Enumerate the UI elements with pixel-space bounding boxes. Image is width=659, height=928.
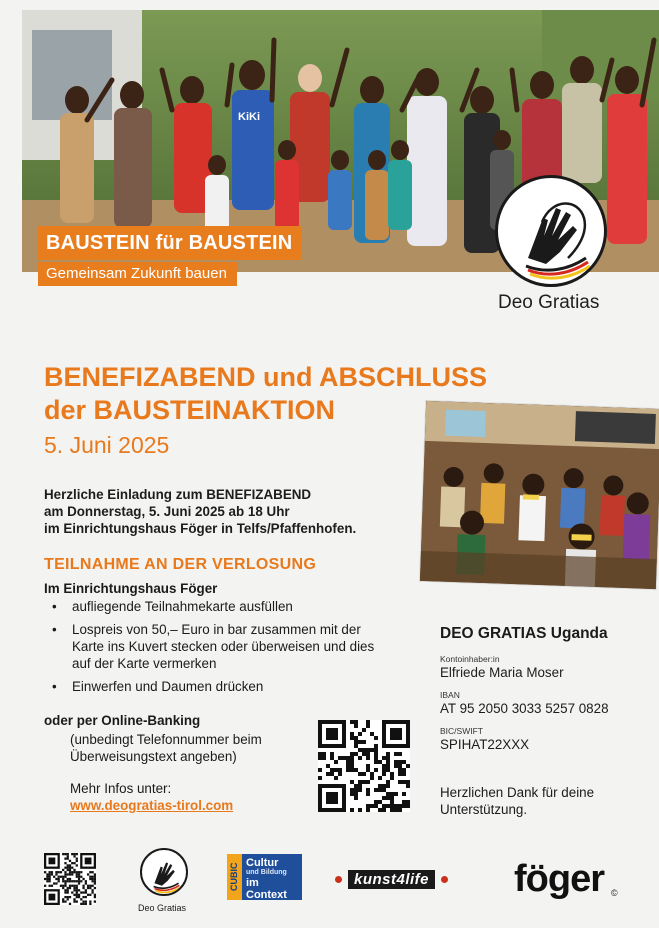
hands-icon [142,850,186,894]
step-text: Einwerfen und Daumen drücken [72,679,264,694]
bank-heading: DEO GRATIAS Uganda [440,625,608,642]
hero-subtitle: Gemeinsam Zukunft bauen [38,262,237,286]
invitation-line: im Einrichtungshaus Föger in Telfs/Pfaffenhofen. [44,521,357,536]
thanks-text: Herzlichen Dank für deine Unterstützung. [440,785,595,817]
lottery-steps [52,598,382,701]
holder-label: Kontoinhaber:in [440,654,500,664]
footer-deo-name: Deo Gratias [138,903,187,913]
bic-label: BIC/SWIFT [440,726,483,736]
iban-label: IBAN [440,690,460,700]
logo-name: Deo Gratias [498,292,600,313]
cubic-side: CUBIC [227,854,242,900]
hero-title: BAUSTEIN für BAUSTEIN [38,226,302,260]
deo-gratias-footer-logo [140,848,188,896]
title-line-2: der BAUSTEINAKTION [44,395,336,425]
lottery-heading: TEILNAHME AN DER VERLOSUNG [44,556,317,573]
dot-icon [335,876,342,883]
cubic-line-3: im Context [246,877,287,901]
bullet: • [52,599,57,614]
qr-code-small[interactable] [44,853,96,905]
bic-value: SPIHAT22XXX [440,737,530,752]
kunst4life-text: kunst4life [348,870,435,889]
step-text: aufliegende Teilnahmekarte ausfüllen [72,599,293,614]
online-banking-heading: oder per Online-Banking [44,713,201,728]
list-item [52,598,382,615]
invitation-text [44,486,356,537]
deo-gratias-logo [495,175,607,287]
step-text: Lospreis von 50,– Euro in bar zusammen mit der Karte ins Kuvert stecken oder überweisen und dies auf der Karte vermerken [72,622,375,671]
list-item [52,678,382,695]
list-item [52,621,382,672]
copyright-mark: © [611,888,618,898]
cubic-logo [227,854,302,900]
title-line-1: BENEFIZABEND und ABSCHLUSS [44,362,487,392]
cubic-line-2: und Bildung [246,869,287,876]
jersey-text: KiKi [238,111,260,123]
classroom-photo [420,401,659,589]
iban-value: AT 95 2050 3033 5257 0828 [440,701,609,716]
invitation-line: Herzliche Einladung zum BENEFIZABEND [44,487,312,502]
qr-code[interactable] [318,720,410,812]
page-title [44,361,487,427]
online-banking-note: (unbedingt Telefonnummer beim Überweisungstext angeben) [70,732,262,764]
bullet: • [52,679,57,694]
event-date: 5. Juni 2025 [44,432,170,458]
bullet: • [52,622,57,637]
dot-icon [441,876,448,883]
hands-icon [498,178,604,284]
lottery-location: Im Einrichtungshaus Föger [44,581,218,596]
holder-value: Elfriede Maria Moser [440,665,564,680]
invitation-line: am Donnerstag, 5. Juni 2025 ab 18 Uhr [44,504,290,519]
foeger-logo: föger [514,858,604,900]
kunst4life-logo [335,868,448,890]
website-link[interactable]: www.deogratias-tirol.com [70,798,234,813]
cubic-line-1: Cultur [246,857,279,869]
more-info-label: Mehr Infos unter: [70,781,172,796]
